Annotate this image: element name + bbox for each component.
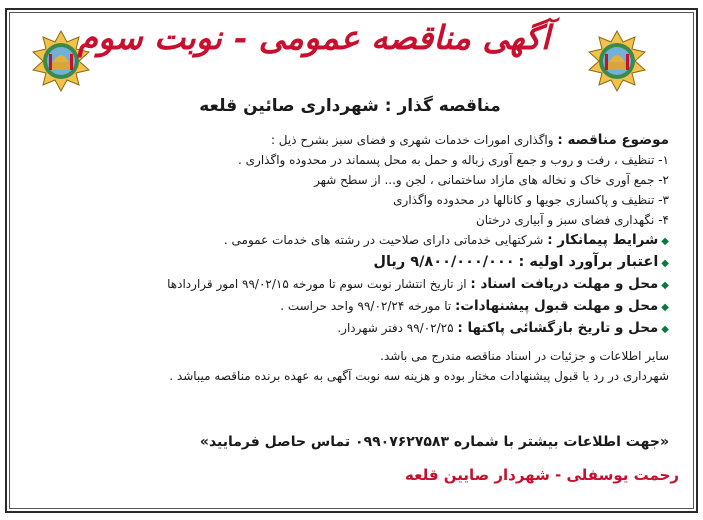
contractor-text: شرکتهایی خدماتی دارای صلاحیت در رشته های خدمات عمومی .: [223, 233, 544, 247]
contact-phone-line: «جهت اطلاعات بیشتر با شماره ۰۹۹۰۷۶۲۷۵۸۳ تماس حاصل فرمایید»: [199, 434, 669, 450]
opening-text: ۹۹/۰۲/۲۵ دفتر شهردار.: [337, 321, 454, 335]
subject-line: [29, 130, 669, 150]
proposals-text: تا مورخه ۹۹/۰۲/۲۴ واحد حراست .: [280, 299, 452, 313]
opening-label: محل و تاریخ بازگشائی پاکتها :: [457, 320, 659, 336]
subject-item-2: ۲- جمع آوری خاک و نخاله های مازاد ساختمانی ، لجن و... از سطح شهر: [314, 173, 669, 187]
note-line-2: شهرداری در رد یا قبول پیشنهادات مختار بوده و هزینه سه نوبت آگهی به عهده برنده مناقصه میباشد .: [169, 369, 669, 383]
documents-text: از تاریخ انتشار نوبت سوم تا مورخه ۹۹/۰۲/۱۵ امور قراردادها: [167, 277, 467, 291]
diamond-bullet-icon: ◆: [661, 324, 669, 335]
subject-item-3: ۳- تنظیف و پاکسازی جویها و کانالها در محدوده واگذاری: [393, 193, 669, 207]
tender-party: مناقصه گذار : شهرداری صائین قلعه: [199, 96, 501, 116]
opening-line: [29, 318, 669, 340]
advert-body: [29, 130, 669, 386]
contractor-conditions: [29, 230, 669, 252]
contractor-label: شرایط پیمانکار :: [547, 232, 659, 248]
budget-label: اعتبار برآورد اولیه :: [518, 254, 659, 270]
proposals-label: محل و مهلت قبول پیشنهادات:: [455, 298, 659, 314]
subject-item-1: ۱- تنظیف ، رفت و روب و جمع آوری زباله و حمل به محل پسماند در محدوده واگذاری .: [238, 153, 669, 167]
diamond-bullet-icon: ◆: [661, 236, 669, 247]
subject-label: موضوع مناقصه :: [557, 132, 669, 148]
diamond-bullet-icon: ◆: [661, 280, 669, 291]
diamond-bullet-icon: ◆: [661, 258, 669, 269]
budget-value: ۹/۸۰۰/۰۰۰/۰۰۰ ریال: [373, 254, 515, 270]
subject-text: واگذاری امورات خدمات شهری و فضای سبز بشرح ذیل :: [270, 133, 554, 147]
mosque-emblem-icon: [586, 30, 648, 92]
advert-title: آگهی مناقصه عمومی - نوبت سوم: [77, 18, 550, 57]
documents-line: [29, 274, 669, 296]
documents-label: محل و مهلت دریافت اسناد :: [470, 276, 659, 292]
proposals-line: [29, 296, 669, 318]
signature: رحمت یوسفلی - شهردار صایین قلعه: [405, 466, 679, 484]
note-line-1: سایر اطلاعات و جزئیات در اسناد مناقصه مندرج می باشد.: [380, 349, 669, 363]
diamond-bullet-icon: ◆: [661, 302, 669, 313]
subject-item-4: ۴- نگهداری فضای سبز و آبیاری درختان: [475, 213, 669, 227]
budget-line: [29, 252, 669, 274]
